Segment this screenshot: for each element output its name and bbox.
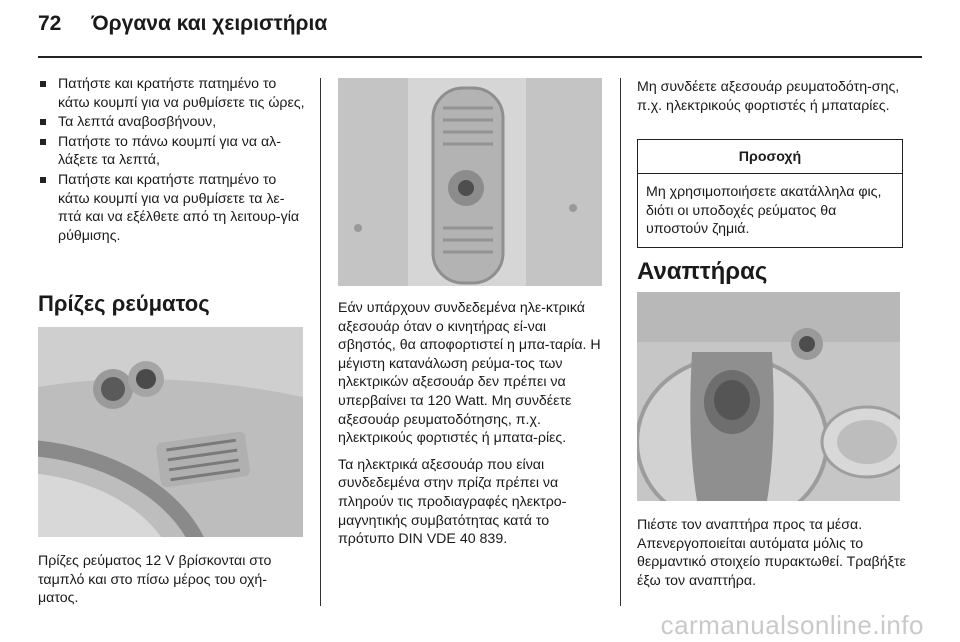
header-rule <box>38 56 922 58</box>
power-socket-image <box>38 327 303 537</box>
page-number: 72 <box>38 12 62 35</box>
column-1 <box>38 75 306 246</box>
paragraph: Εάν υπάρχουν συνδεδεμένα ηλε-κτρικά αξεσουάρ όταν ο κινητήρας εί-ναι σβηστός, θα αποφορτιστεί η μπα-ταρία. Η μέγιστη κατανάλωση ρεύμα-τος των ηλεκτρικών αξεσουάρ δεν πρέπει να υπερβαίνει τα 120 Watt. Μη συνδέετε αξεσουάρ ρευματοδότησης, π.χ. ηλεκτρικούς φορτιστές ή μπατα-ρίες. <box>338 300 601 447</box>
section-heading-sockets: Πρίζες ρεύματος <box>38 291 210 316</box>
list-item: Πατήστε και κρατήστε πατημένο το κάτω κουμπί για να ρυθμίσετε τις ώρες, <box>38 75 306 112</box>
page-header <box>38 12 327 36</box>
column-3-intro: Μη συνδέετε αξεσουάρ ρευματοδότη-σης, π.χ. ηλεκτρικούς φορτιστές ή μπαταρίες. <box>637 79 900 114</box>
list-item: Πατήστε το πάνω κουμπί για να αλ-λάξετε τα λεπτά, <box>38 133 306 170</box>
page-title: Όργανα και χειριστήρια <box>91 12 328 35</box>
caution-text: Μη χρησιμοποιήσετε ακατάλληλα φις, διότι οι υποδοχές ρεύματος θα υποστούν ζημιά. <box>646 184 882 238</box>
column-divider <box>620 78 621 606</box>
column-divider <box>320 78 321 606</box>
section-heading-lighter: Αναπτήρας <box>637 258 768 285</box>
list-item: Πατήστε και κρατήστε πατημένο το κάτω κουμπί για να ρυθμίσετε τα λε-πτά και να εξέλθετε από τη λειτουρ-γία ρύθμισης. <box>38 171 306 245</box>
caution-title: Προσοχή <box>638 140 902 174</box>
column-2-text <box>338 299 606 557</box>
paragraph: Τα ηλεκτρικά αξεσουάρ που είναι συνδεδεμένα στην πρίζα πρέπει να πληρούν τις προδιαγραφές ηλεκτρο-μαγνητικής συμβατότητας κατά το πρότυπο DIN VDE 40 839. <box>338 456 567 548</box>
watermark: carmanualsonline.info <box>660 610 924 640</box>
rear-socket-image <box>338 78 602 286</box>
caution-box <box>637 139 903 248</box>
cigarette-lighter-image <box>637 292 900 501</box>
list-item: Τα λεπτά αναβοσβήνουν, <box>38 113 306 132</box>
instruction-list <box>38 75 306 245</box>
sockets-caption: Πρίζες ρεύματος 12 V βρίσκονται στο ταμπλό και στο πίσω μέρος του οχή-ματος. <box>38 553 272 607</box>
lighter-caption: Πιέστε τον αναπτήρα προς τα μέσα. Απενεργοποιείται αυτόματα μόλις το θερμαντικό στοιχείο πυρακτωθεί. Τραβήξτε έξω τον αναπτήρα. <box>637 517 906 589</box>
